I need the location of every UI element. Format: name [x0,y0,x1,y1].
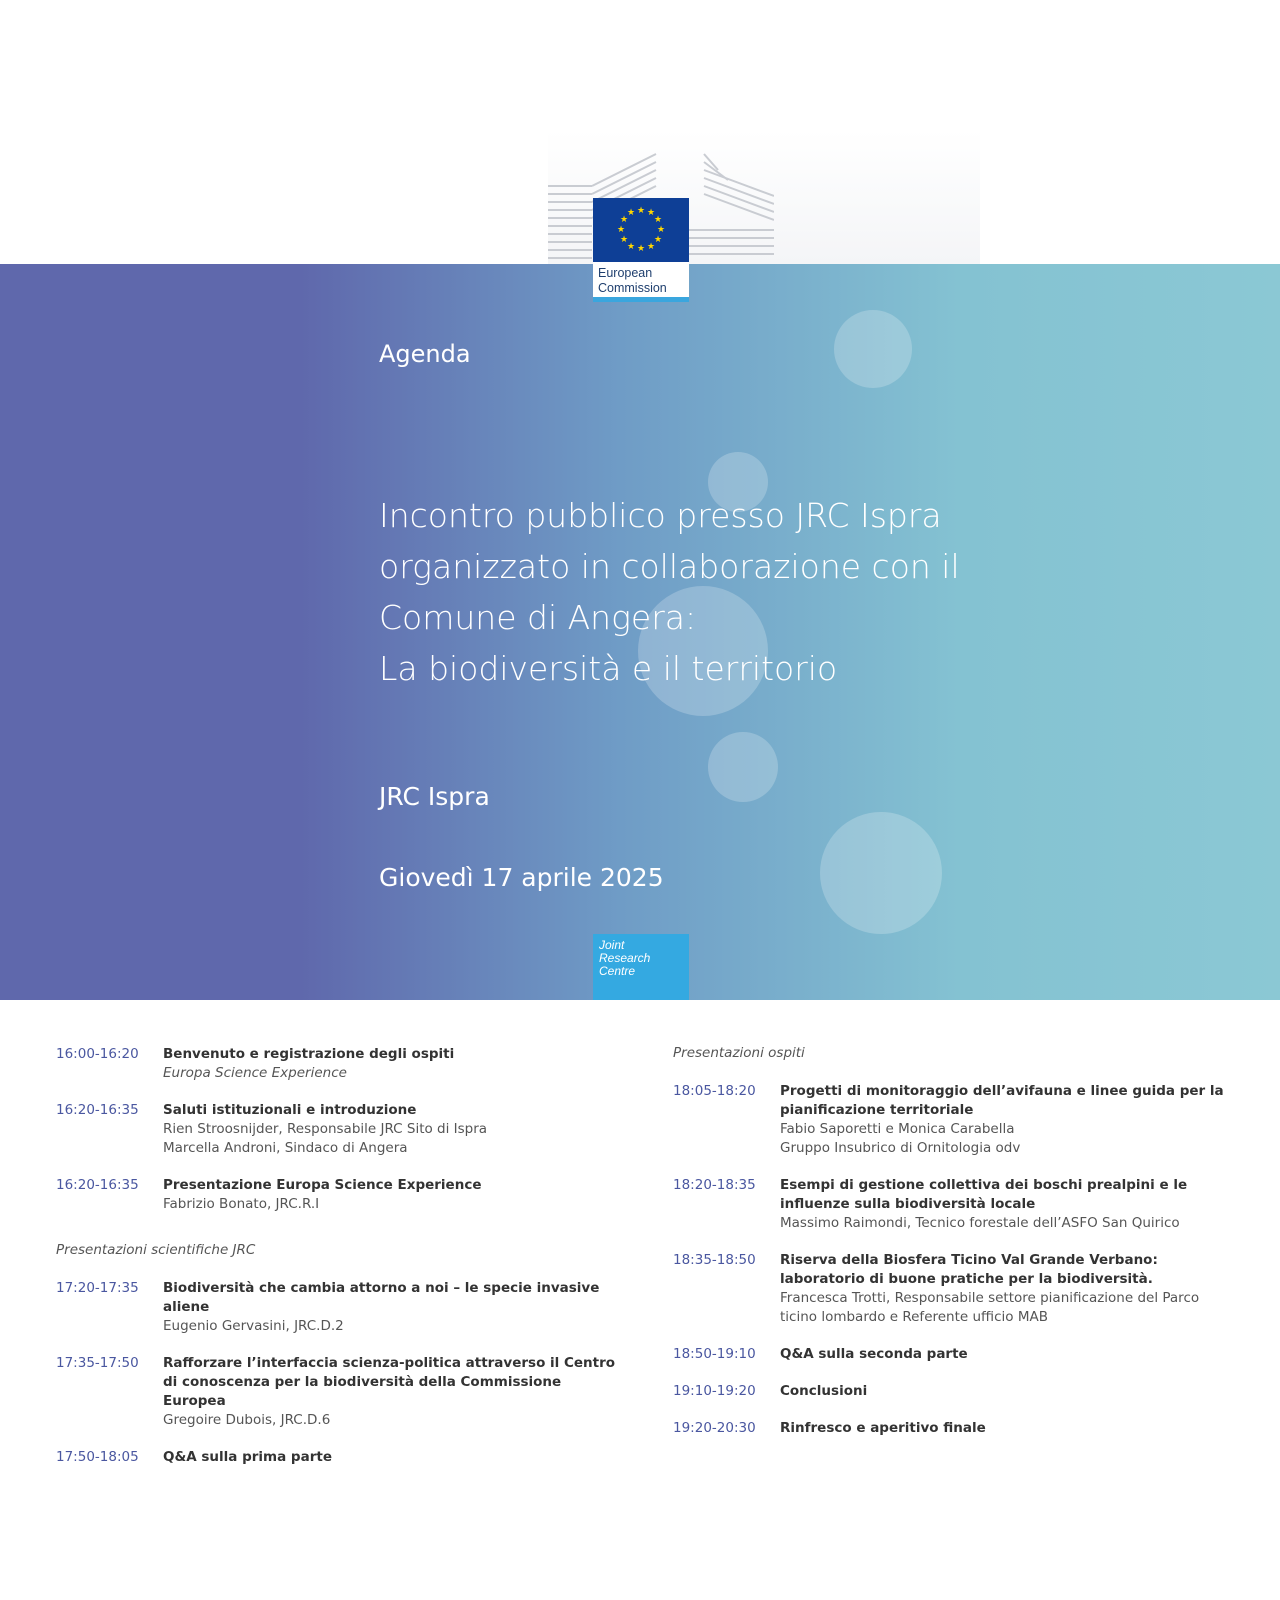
session-time: 16:20-16:35 [56,1102,139,1118]
agenda-right-column [673,1045,1233,1456]
session-speaker: Marcella Androni, Sindaco di Angera [163,1140,408,1156]
session-title: Q&A sulla seconda parte [780,1346,968,1362]
session-speaker: Eugenio Gervasini, JRC.D.2 [163,1318,344,1334]
agenda-session [56,1448,616,1467]
session-details [780,1345,1233,1364]
session-time: 19:10-19:20 [673,1383,756,1399]
session-details [163,1045,616,1083]
agenda-session [673,1345,1233,1364]
session-title: Rinfresco e aperitivo finale [780,1420,986,1436]
session-title: Q&A sulla prima parte [163,1449,332,1465]
decor-bubble [708,732,778,802]
svg-text:★: ★ [646,208,656,218]
svg-text:★: ★ [619,235,629,245]
session-time: 16:00-16:20 [56,1046,139,1062]
session-title: Progetti di monitoraggio dell’avifauna e linee guida per la pianificazione territoriale [780,1083,1224,1118]
svg-text:★: ★ [636,206,646,216]
session-details [163,1101,616,1158]
session-speaker: Gregoire Dubois, JRC.D.6 [163,1412,331,1428]
agenda-session [56,1354,616,1430]
agenda-session [673,1176,1233,1233]
agenda-session [56,1279,616,1336]
eu-flag-icon [593,198,689,262]
session-speaker: Gruppo Insubrico di Ornitologia odv [780,1140,1021,1156]
agenda-session [673,1251,1233,1327]
agenda-session [56,1045,616,1083]
title-line: La biodiversità e il territorio [379,649,838,688]
session-time: 17:50-18:05 [56,1449,139,1465]
agenda-session [673,1082,1233,1158]
jrc-logo-line: Joint [599,938,625,952]
svg-text:★: ★ [619,215,629,225]
session-details [163,1448,616,1467]
jrc-logo [593,934,689,1000]
session-time: 18:20-18:35 [673,1177,756,1193]
svg-text:★: ★ [653,215,663,225]
session-time: 18:35-18:50 [673,1252,756,1268]
session-speaker: Fabio Saporetti e Monica Carabella [780,1121,1015,1137]
session-speaker: Rien Stroosnijder, Responsabile JRC Sito di Ispra [163,1121,488,1137]
session-title: Presentazione Europa Science Experience [163,1177,482,1193]
jrc-logo-line: Centre [599,964,636,978]
session-details [780,1082,1233,1158]
title-line: Comune di Angera: [379,598,697,637]
logo-line: Commission [598,281,667,295]
title-line: organizzato in collaborazione con il [379,547,960,586]
session-title: Benvenuto e registrazione degli ospiti [163,1046,455,1062]
session-title: Esempi di gestione collettiva dei boschi prealpini e le influenze sulla biodiversità locale [780,1177,1188,1212]
session-speaker: Massimo Raimondi, Tecnico forestale dell’ASFO San Quirico [780,1215,1180,1231]
section-label: Presentazioni ospiti [673,1045,805,1061]
session-time: 17:35-17:50 [56,1355,139,1371]
session-time: 19:20-20:30 [673,1420,756,1436]
title-line: Incontro pubblico presso JRC Ispra [379,496,942,535]
session-details [780,1176,1233,1233]
session-speaker: Fabrizio Bonato, JRC.R.I [163,1196,320,1212]
svg-text:★: ★ [653,235,663,245]
svg-text:★: ★ [646,242,656,252]
european-commission-logo-text [593,262,689,302]
session-time: 17:20-17:35 [56,1280,139,1296]
event-date: Giovedì 17 aprile 2025 [379,863,664,892]
session-time: 16:20-16:35 [56,1177,139,1193]
session-details [780,1251,1233,1327]
agenda-session [56,1101,616,1158]
decor-bubble [820,812,942,934]
section-label: Presentazioni scientifiche JRC [56,1242,256,1258]
session-details [780,1419,1233,1438]
agenda-session [673,1382,1233,1401]
session-title: Saluti istituzionali e introduzione [163,1102,417,1118]
logo-line: European [598,266,653,280]
event-venue: JRC Ispra [379,782,490,811]
session-speaker: Francesca Trotti, Responsabile settore pianificazione del Parco ticino lombardo e Referente ufficio MAB [780,1290,1200,1325]
agenda-session [673,1419,1233,1438]
session-title: Conclusioni [780,1383,868,1399]
session-details [163,1176,616,1214]
session-details [163,1354,616,1430]
session-title: Biodiversità che cambia attorno a noi – le specie invasive aliene [163,1280,600,1315]
svg-text:★: ★ [626,208,636,218]
svg-text:★: ★ [626,242,636,252]
agenda-left-column [56,1045,616,1485]
jrc-logo-line: Research [599,951,651,965]
session-details [780,1382,1233,1401]
agenda-label: Agenda [379,340,471,368]
session-time: 18:50-19:10 [673,1346,756,1362]
session-time: 18:05-18:20 [673,1083,756,1099]
svg-text:★: ★ [616,225,626,235]
event-title [379,490,960,694]
decor-bubble [834,310,912,388]
svg-text:★: ★ [656,225,666,235]
session-title: Riserva della Biosfera Ticino Val Grande Verbano: laboratorio di buone pratiche per la biodiversità. [780,1252,1158,1287]
svg-text:★: ★ [636,244,646,254]
session-title: Rafforzare l’interfaccia scienza-politica attraverso il Centro di conoscenza per la biodiversità della Commissione Europea [163,1355,616,1409]
session-speaker: Europa Science Experience [163,1065,347,1081]
agenda-session [56,1176,616,1214]
session-details [163,1279,616,1336]
